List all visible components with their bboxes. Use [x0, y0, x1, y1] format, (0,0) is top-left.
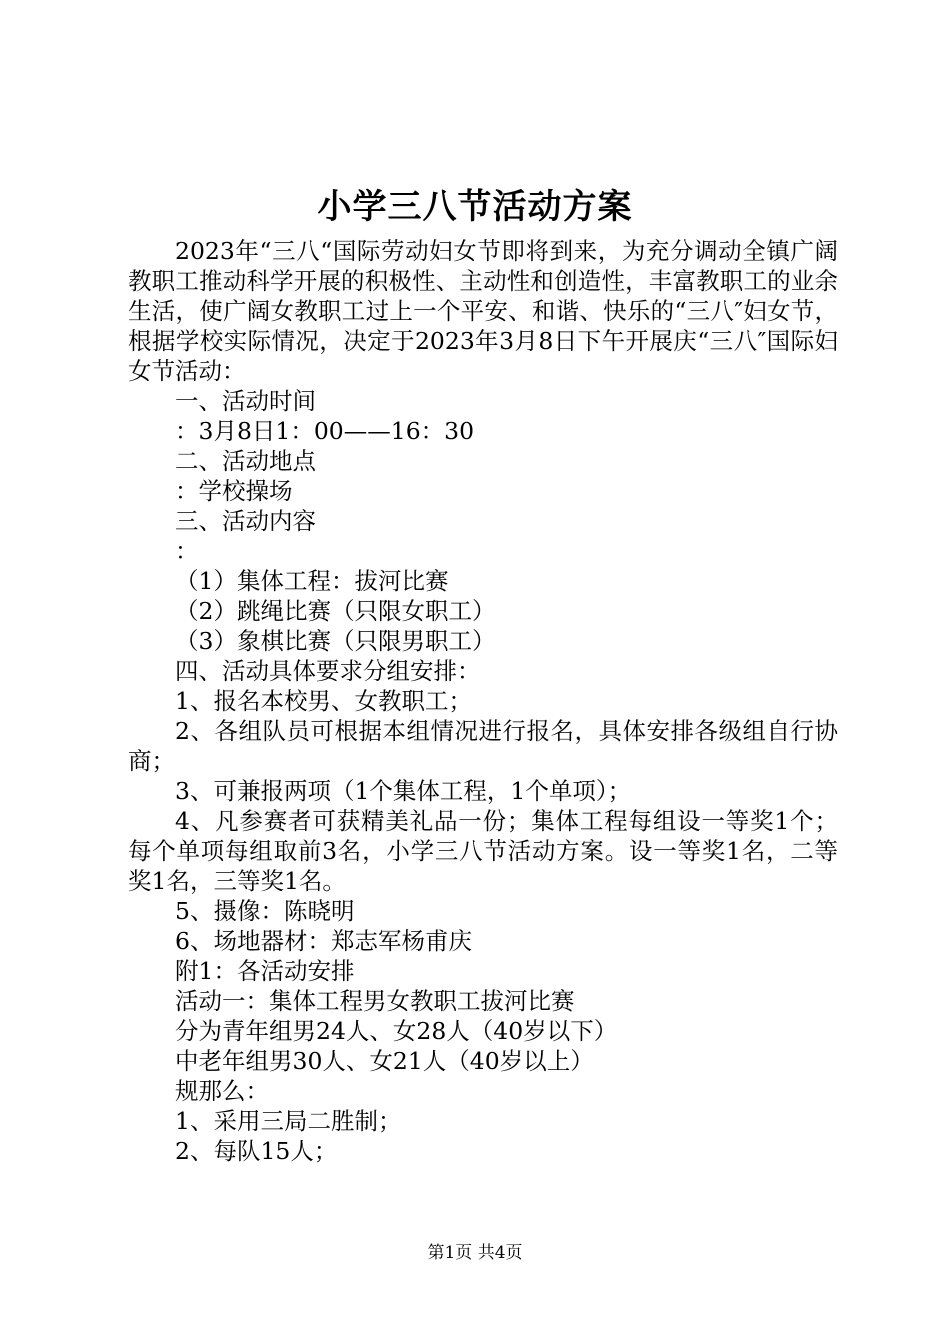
list-item: （2）跳绳比赛（只限女职工）: [175, 597, 496, 625]
section-heading-content: 三、活动内容: [175, 507, 316, 535]
list-item: （3）象棋比赛（只限男职工）: [175, 627, 496, 655]
page-footer: 第1页 共4页: [427, 1243, 523, 1263]
paragraph: ：3月8日1：00——16：30: [175, 417, 475, 445]
list-item: 2、每队15人；: [175, 1137, 338, 1165]
paragraph: 2023年“三八“国际劳动妇女节即将到来，为充分调动全镇广阔教职工推动科学开展的积极性、主动性和创造性，丰富教职工的业余生活，使广阔女教职工过上一个平安、和谐、快乐的“三八″妇女节，根据学校实际情况，决定于2023年3月8日下午开展庆“三八″国际妇女节活动：: [128, 237, 838, 385]
section-heading-time: 一、活动时间: [175, 387, 316, 415]
document-title: 小学三八节活动方案: [317, 187, 633, 227]
section-heading-requirements: 四、活动具体要求分组安排：: [175, 657, 481, 685]
paragraph: 活动一：集体工程男女教职工拔河比赛: [175, 987, 575, 1015]
appendix-heading: 附1：各活动安排: [175, 957, 355, 985]
document-body: [128, 236, 838, 1166]
list-item: （1）集体工程：拔河比赛: [175, 567, 449, 595]
paragraph: 规那么：: [175, 1077, 269, 1105]
list-item: 1、采用三局二胜制；: [175, 1107, 402, 1135]
list-item: 1、报名本校男、女教职工；: [175, 687, 472, 715]
paragraph: 中老年组男30人、女21人（40岁以上）: [175, 1047, 594, 1075]
paragraph: ：学校操场: [175, 477, 293, 505]
paragraph: 分为青年组男24人、女28人（40岁以下）: [175, 1017, 618, 1045]
list-item: 6、场地器材：郑志军杨甫庆: [175, 927, 472, 955]
list-item: 5、摄像：陈晓明: [175, 897, 355, 925]
list-item: 3、可兼报两项（1个集体工程，1个单项）；: [175, 777, 632, 805]
list-item: 2、各组队员可根据本组情况进行报名，具体安排各级组自行协商；: [128, 717, 838, 775]
list-item: 4、凡参赛者可获精美礼品一份；集体工程每组设一等奖1个；每个单项每组取前3名，小学三八节活动方案。设一等奖1名，二等奖1名，三等奖1名。: [128, 807, 838, 895]
section-heading-place: 二、活动地点: [175, 447, 316, 475]
paragraph: ：: [175, 537, 199, 565]
